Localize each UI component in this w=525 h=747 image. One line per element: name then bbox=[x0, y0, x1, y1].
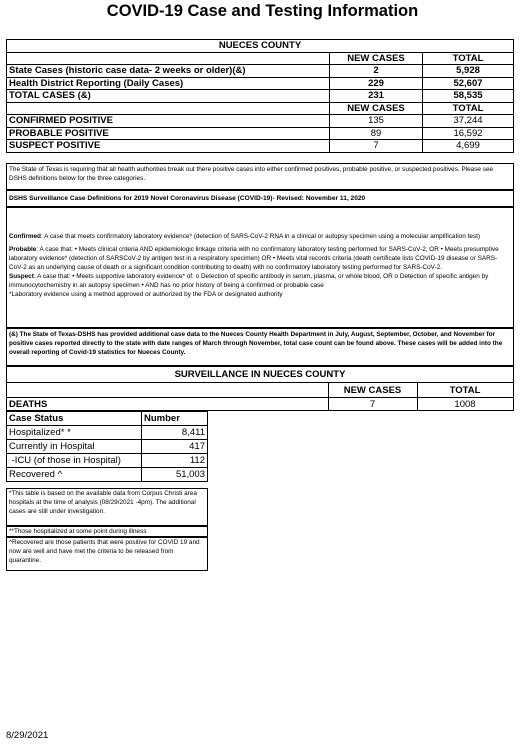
deaths-new-header: NEW CASES bbox=[343, 385, 402, 396]
def-confirmed-label: Confirmed bbox=[9, 233, 41, 240]
row-new: 229 bbox=[330, 77, 423, 90]
cases-table bbox=[6, 39, 514, 153]
county-header-row bbox=[7, 40, 514, 53]
row-new: 7 bbox=[330, 140, 423, 153]
report-date: 8/29/2021 bbox=[6, 730, 49, 741]
divider bbox=[7, 382, 513, 383]
deaths-new: 7 bbox=[369, 399, 376, 410]
page-title: COVID-19 Case and Testing Information bbox=[106, 2, 419, 20]
row-value: 112 bbox=[142, 454, 208, 468]
hospital-header-row bbox=[7, 412, 208, 426]
row-value: 417 bbox=[142, 440, 208, 454]
table-row bbox=[7, 440, 208, 454]
row-label: -ICU (of those in Hospital) bbox=[7, 454, 142, 468]
row-label: Health District Reporting (Daily Cases) bbox=[7, 77, 330, 90]
hospital-note-data: *This table is based on the available data from Corpus Christi area hospitals at the time of analysis (08/29/2021 -4pm). The additional cases are still under investigation. bbox=[6, 488, 208, 526]
row-new: 89 bbox=[330, 127, 423, 140]
row-new: 135 bbox=[330, 115, 423, 128]
surveillance-box bbox=[6, 366, 514, 411]
state-data-note: (&) The State of Texas-DSHS has provided additional case data to the Nueces County Health Department in July, August, September, October, and November for positive cases reported directly to the state with date ranges of March through November, total case count can be found above. These cases will be added into the overall reporting of Covid-19 statistics for Nueces County. bbox=[6, 328, 514, 366]
status-column-header-row bbox=[7, 102, 514, 115]
def-probable-text: : A case that: • Meets clinical criteria AND epidemiologic linkage criteria with no confirmatory laboratory testing performed for SARS-CoV-2, OR • Meets presumptive laboratory evidence* (detection of SARSCoV-2 by antigen test in a respiratory specimen) OR • Meets vital records criteria (death certificate lists COVID-19 disease or SARS-CoV-2 as an underlying cause of death or a significant condition contributing to death) with no confirmatory laboratory testing performed for SARS-CoV-2. bbox=[9, 246, 499, 271]
row-label: CONFIRMED POSITIVE bbox=[7, 115, 330, 128]
def-suspect bbox=[9, 272, 511, 290]
state-requirement-note: The State of Texas is requiring that all health authorities break out there positive cases into either confirmed positives, probable positive, or suspected positives. Please see DSHS definitions below for the three categories. bbox=[6, 163, 514, 190]
table-row bbox=[7, 90, 514, 103]
cases-column-header-row bbox=[7, 52, 514, 65]
table-row bbox=[7, 127, 514, 140]
surveillance-header: SURVEILLANCE IN NUECES COUNTY bbox=[174, 369, 346, 380]
row-label: Hospitalized* * bbox=[7, 426, 142, 440]
total-header: TOTAL bbox=[423, 102, 514, 115]
row-value: 8,411 bbox=[142, 426, 208, 440]
number-header: Number bbox=[142, 412, 208, 426]
row-total: 4,699 bbox=[423, 140, 514, 153]
row-label: Currently in Hospital bbox=[7, 440, 142, 454]
deaths-total-header: TOTAL bbox=[449, 385, 481, 396]
def-suspect-label: Suspect bbox=[9, 273, 34, 280]
case-status-header: Case Status bbox=[7, 412, 142, 426]
row-total: 52,607 bbox=[423, 77, 514, 90]
divider bbox=[7, 397, 513, 398]
total-header: TOTAL bbox=[423, 52, 514, 65]
row-label: State Cases (historic case data- 2 weeks or older)(&) bbox=[7, 65, 330, 78]
def-suspect-text: : A case that: • Meets supportive laboratory evidence* of: o Detection of specific antibody in serum, plasma, or whole blood, OR o Detection of specific antigen by immunocytochemistry in an autopsy specimen • AND has no prior history of being a confirmed or probable case bbox=[9, 273, 489, 289]
row-new: 231 bbox=[330, 90, 423, 103]
row-label: PROBABLE POSITIVE bbox=[7, 127, 330, 140]
row-total: 5,928 bbox=[423, 65, 514, 78]
def-probable-label: Probable bbox=[9, 246, 37, 253]
county-header: NUECES COUNTY bbox=[7, 40, 514, 53]
row-label: TOTAL CASES (&) bbox=[7, 90, 330, 103]
hospital-note-hospitalized: **Those hospitalized at some point during illness bbox=[6, 526, 208, 537]
row-label: SUSPECT POSITIVE bbox=[7, 140, 330, 153]
definitions-block bbox=[6, 207, 514, 328]
def-probable bbox=[9, 245, 511, 272]
new-cases-header: NEW CASES bbox=[330, 102, 423, 115]
blank-header-cell bbox=[7, 102, 330, 115]
def-confirmed-text: : A case that meets confirmatory laboratory evidence* (detection of SARS-CoV-2 RNA in a clinical or autopsy specimen using a molecular amplification test) bbox=[40, 233, 480, 240]
table-row bbox=[7, 140, 514, 153]
row-value: 51,003 bbox=[142, 468, 208, 482]
new-cases-header: NEW CASES bbox=[330, 52, 423, 65]
table-row bbox=[7, 65, 514, 78]
row-total: 58,535 bbox=[423, 90, 514, 103]
row-total: 37,244 bbox=[423, 115, 514, 128]
table-row bbox=[7, 426, 208, 440]
hospital-note-recovered: ^Recovered are those patients that were positive for COVID 19 and now are well and have met the criteria to be released from quarantine. bbox=[6, 537, 208, 571]
table-row bbox=[7, 454, 208, 468]
row-label: Recovered ^ bbox=[7, 468, 142, 482]
deaths-label: DEATHS bbox=[9, 399, 48, 410]
row-total: 16,592 bbox=[423, 127, 514, 140]
def-footnote: *Laboratory evidence using a method approved or authorized by the FDA or designated authority bbox=[9, 291, 283, 298]
table-row bbox=[7, 468, 208, 482]
blank-header-cell bbox=[7, 52, 330, 65]
table-row bbox=[7, 115, 514, 128]
deaths-total: 1008 bbox=[454, 399, 476, 410]
hospital-table bbox=[6, 411, 208, 482]
row-new: 2 bbox=[330, 65, 423, 78]
definitions-title: DSHS Surveillance Case Definitions for 2019 Novel Coronavirus Disease (COVID-19)- Revised: November 11, 2020 bbox=[6, 190, 514, 207]
table-row bbox=[7, 77, 514, 90]
def-confirmed bbox=[9, 232, 511, 241]
